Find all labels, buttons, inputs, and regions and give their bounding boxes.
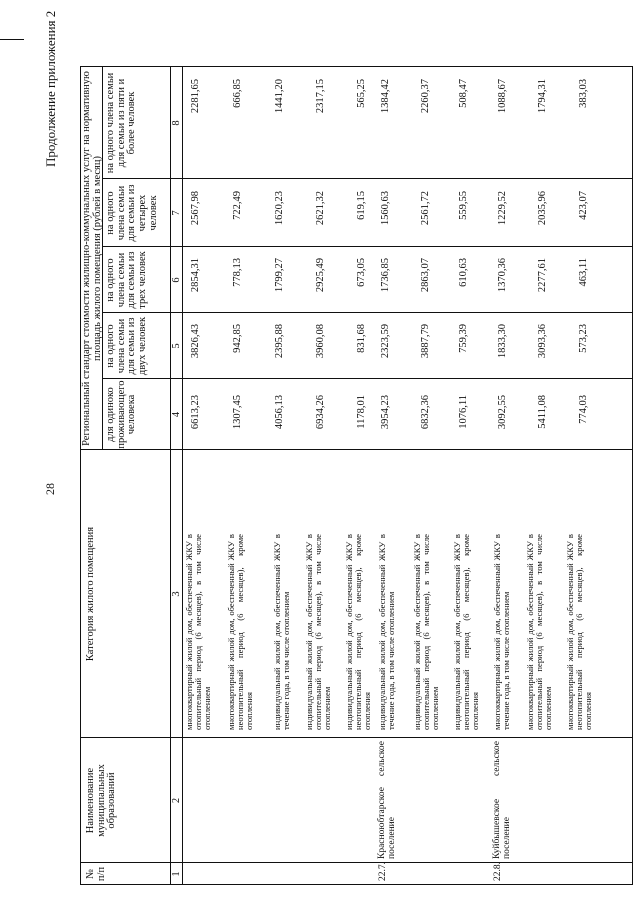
header-municipality: Наименование муниципальных образований <box>85 764 118 837</box>
row-number: 22.8. <box>493 862 503 881</box>
page-number: 28 <box>43 483 57 495</box>
header-col6: на одного члена семьи для семьи из трех человек <box>105 251 149 309</box>
header-col7: на одного члена семьи для семьи из четырех человек <box>105 184 159 242</box>
rotated-page: 28 Продолжение приложения 2 № п/п Наименование муниципальных образований Категория жилого помещения Региональный стандарт стоимости жилищно-коммунальных услуг на нормативную площадь жилого помещения (рублей в месяц) для одиноко проживающего человека на одного члена семьи для семьи из двух человек на одного члена семьи для семьи из трех человек на одного члена семьи для семьи из четырех человек на одного члена семьи для семьи из пяти и более человек 1 2 3 4 5 6 7 8 многоквартирный жилой дом, обеспеченный ЖКУ в отопительный период (6 месяцев), в том числе отоплением 6613,23 3826,43 2854,31 2567,98 2281,65 многоквартирный жилой дом, обеспеченный ЖКУ в неотопительный период (6 месяцев), кроме отопления 1307,45 942,85 778,13 722,49 666,85 индивидуальный жилой дом, обеспеченный ЖКУ в течение года, в том числе отоплением 4056,13 2395,88 1799,27 1620,23 1441,20 индивидуальный жилой дом, обеспеченный ЖКУ в отопительный период (6 месяцев), в том числе отоплением 6934,26 3960,08 2925,49 2621,32 2317,15 индивидуальный жилой дом, обеспеченный ЖКУ в неотопительный период (6 месяцев), кроме отопления 1178,01 831,68 673,05 619,15 565,25 22.7. Красноюбтарское сельское поселение индивидуальный жилой дом, обеспеченный ЖКУ в течение года, в том числе отоплением 3954,23 2323,59 1736,85 1560,63 1384,42 индивидуальный жилой дом, обеспеченный ЖКУ в отопительный период (6 месяцев), в том числе отоплением 6832,36 3887,79 2863,07 2561,72 2260,37 индивидуальный жилой дом, обеспеченный ЖКУ в неотопительный период (6 месяцев), кроме отопления 1076,11 759,39 610,63 559,55 508,47 22.8. Куйбышевское сельское поселение многоквартирный жилой дом, обеспеченный ЖКУ в течение года, в том числе отоплением 3092,55 1833,30 1370,36 1229,52 1088,67 многоквартирный жилой дом, обеспеченный ЖКУ в отопительный период (6 месяцев), в том числе отоплением 5411,08 3093,36 2277,61 2035,96 1794,31 многоквартирный жилой дом, обеспеченный ЖКУ в неотопительный период (6 месяцев), кроме отопления 774,03 573,23 463,11 423,07 383,03 <box>0 0 640 905</box>
header-col5: на одного члена семьи для семьи из двух человек <box>105 316 149 376</box>
row-number: 22.7. <box>378 862 388 881</box>
municipality-name: Красноюбтарское сельское поселение <box>377 741 397 859</box>
header-num: № п/п <box>85 866 107 882</box>
edge-rule <box>0 39 24 40</box>
municipality-name: Куйбышевское сельское поселение <box>492 741 512 859</box>
header-col4: для одиноко проживающего человека <box>105 380 138 449</box>
header-standard: Региональный стандарт стоимости жилищно-коммунальных услуг на нормативную площадь жилого помещения (рублей в месяц) <box>81 71 103 446</box>
header-col8: на одного члена семьи для семьи из пяти и более человек <box>105 72 138 174</box>
appendix-caption: Продолжение приложения 2 <box>43 10 58 167</box>
header-category: Категория жилого помещения <box>85 526 96 662</box>
